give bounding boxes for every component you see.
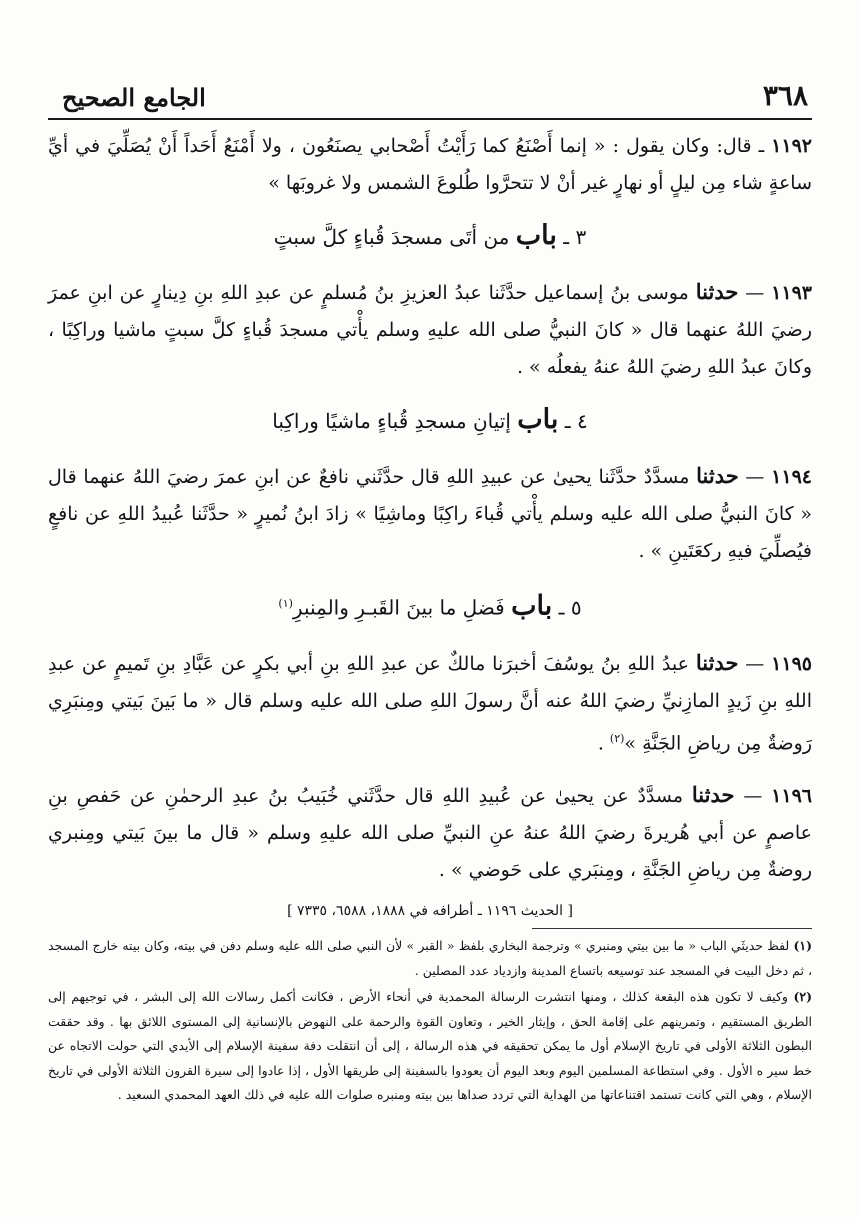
chapter-number: ٣ ـ	[563, 225, 587, 249]
page-number: ٣٦٨	[762, 79, 808, 112]
narration-tag: حدثنا	[691, 781, 735, 807]
footnote-text: وكيف لا تكون هذه البقعة كذلك ، ومنها انتشرت الرسالة المحمدية في أنحاء الأرض ، فكانت أكمل رسالات الله إلى البشر ، في توجيهم إلى الطريق المستقيم ، وتمرينهم على إقامة الحق ، وإيثار الخير ، وتعاون القوة والرحمة على النهوض بالإنسانية إلى المستوى اللائق بها . وقد حققت البطون الثلاثة الأولى في تاريخ الإسلام أول ما يمكن تحقيقه في هذه الرسالة ، إلى أن انتقلت دفة سفينة الإسلام إلى الأيدي التي حولت الاتجاه عن خط سير ه الأول . وفي استطاعة المسلمين اليوم وبعد اليوم أن يعودوا بالسفينة إلى طريقها الأول ، إذا عادوا إلى سيرة القرون الثلاثة الأولى في تاريخ الإسلام ، وهي التي كانت تستمد اقتناعاتها من الهداية التي تردد صداها بين بيته ومنبره صلوات الله عليه في ذلك العهد المحمدي السعيد .	[48, 989, 812, 1102]
chapter-title: فَضلِ ما بينَ القَبـرِ والمِنبرِ	[292, 595, 505, 620]
hadith-text: عبدُ اللهِ بنُ يوسُفَ أخبرَنا مالكٌ عن عبدِ اللهِ بنِ أبي بكرٍ عن عَبَّادِ بنِ تَميمٍ عن عبدِ اللهِ بنِ زَيدٍ المازِنيِّ رضيَ اللهُ عنه أنَّ رسولَ اللهِ صلى الله عليه وسلم قال « ما بَينَ بَيتي ومِنبَرِي رَوضةٌ مِن رياضِ الجَنَّةِ »	[48, 652, 812, 754]
hadith-number: ١١٩٣	[771, 282, 812, 304]
hadith-number: ١١٩٤	[771, 466, 812, 488]
chapter-heading-3	[48, 216, 812, 257]
chapter-number: ٥ ـ	[558, 595, 582, 620]
hadith-text: مسدَّدٌ عن يحيىٰ عن عُبيدِ اللهِ قال حدَّثَني خُبَيبُ بنُ عبدِ الرحمٰنِ عن حَفصِ بنِ عاصمٍ عن أبي هُريرةَ رضيَ اللهُ عنهُ عنِ النبيِّ صلى الله عليهِ وسلم « قال ما بينَ بَيتي ومِنبري روضةٌ مِن رياضِ الجَنَّةِ ، ومِنبَري على حَوضي » .	[48, 784, 812, 881]
chapter-bab: باب	[517, 404, 559, 435]
page-body	[48, 128, 812, 923]
hadith-end: .	[597, 731, 604, 754]
hadith-text: مسدَّدٌ حدَّثَنا يحيىٰ عن عبيدِ اللهِ قال حدَّثَني نافعٌ عن ابنِ عمرَ رضيَ اللهُ عنهما قال « كانَ النبيُّ صلى الله عليه وسلم يأْتي قُباءَ راكِبًا وماشِيًا » زادَ ابنُ نُميرٍ « حدَّثَنا عُبيدُ اللهِ عن نافعٍ فيُصلِّيَ فيهِ ركعَتَينِ » .	[48, 466, 812, 562]
footnote-ref: (٢)	[609, 731, 625, 745]
hadith-text: موسى بنُ إسماعيل حدَّثَنا عبدُ العزيزِ بنُ مُسلمٍ عن عبدِ اللهِ بنِ دِينارٍ عن ابنِ عمرَ رضيَ اللهُ عنهما قال « كانَ النبيُّ صلى الله عليهِ وسلم يأْتي مسجدَ قُباءٍ كلَّ سبتٍ ماشيا وراكِبًا ، وكانَ عبدُ اللهِ رضيَ اللهُ عنهُ يفعلُه » .	[48, 282, 812, 378]
chapter-bab: باب	[515, 220, 557, 251]
hadith-1194: ١١٩٤ — حدثنا مسدَّدٌ حدَّثَنا يحيىٰ عن عبيدِ اللهِ قال حدَّثَني نافعٌ عن ابنِ عمرَ رضيَ اللهُ عنهما قال « كانَ النبيُّ صلى الله عليه وسلم يأْتي قُباءَ راكِبًا وماشِيًا » زادَ ابنُ نُميرٍ « حدَّثَنا عُبيدُ اللهِ عن نافعٍ فيُصلِّيَ فيهِ ركعَتَينِ » .	[48, 463, 812, 562]
narration-tag: حدثنا	[696, 463, 739, 488]
chapter-bab: باب	[511, 590, 553, 622]
chapter-heading-5	[48, 584, 812, 628]
footnote-number: (١)	[793, 938, 812, 953]
hadith-text: ـ قال: وكان يقول : « إنما أَصْنَعُ كما رَأَيْتُ أَصْحابي يصنَعُون ، ولا أَمْنَعُ أَحَداً أَنْ يُصَلِّيَ في أيِّ ساعةٍ شاء مِن ليلٍ أو نهارٍ غير أنْ لا تتحرَّوا طُلوعَ الشمس ولا غروبَها »	[48, 135, 812, 194]
footnote-text: لفظ حديثَي الباب « ما بين بيتي ومنبري » وترجمة البخاري بلفظ « القبر » لأن النبي صلى الله عليه وسلم دفن في بيته، وكان بيته خارج المسجد ، ثم دخل البيت في المسجد عند توسيعه باتساع المدينة وازدياد عدد المصلين .	[48, 938, 812, 978]
footnote-number: (٢)	[793, 989, 813, 1004]
chapter-number: ٤ ـ	[564, 409, 588, 433]
chapter-heading-4	[48, 400, 812, 441]
hadith-1196: ١١٩٦ — حدثنا مسدَّدٌ عن يحيىٰ عن عُبيدِ اللهِ قال حدَّثَني خُبَيبُ بنُ عبدِ الرحمٰنِ عن حَفصِ بنِ عاصمٍ عن أبي هُريرةَ رضيَ اللهُ عنهُ عنِ النبيِّ صلى الله عليهِ وسلم « قال ما بينَ بَيتي ومِنبري روضةٌ مِن رياضِ الجَنَّةِ ، ومِنبَري على حَوضي » .	[48, 781, 812, 881]
hadith-1192	[48, 128, 812, 202]
narration-tag: حدثنا	[695, 279, 739, 304]
narration-tag: حدثنا	[695, 649, 739, 675]
page-header	[48, 76, 812, 120]
chapter-title: من أتَى مسجدَ قُباءٍ كلَّ سبتٍ	[273, 225, 510, 249]
footnote-2	[48, 985, 812, 1108]
hadith-number: ١١٩٥	[771, 652, 812, 675]
hadith-1195: ١١٩٥ — حدثنا عبدُ اللهِ بنُ يوسُفَ أخبرَنا مالكٌ عن عبدِ اللهِ بنِ أبي بكرٍ عن عَبَّادِ بنِ تَميمٍ عن عبدِ اللهِ بنِ زَيدٍ المازِنيِّ رضيَ اللهُ عنه أنَّ رسولَ اللهِ صلى الله عليه وسلم قال « ما بَينَ بَيتي ومِنبَرِي رَوضةٌ مِن رياضِ الجَنَّةِ »$^{(٢)}$ .	[48, 649, 812, 754]
hadith-1193: ١١٩٣ — حدثنا موسى بنُ إسماعيل حدَّثَنا عبدُ العزيزِ بنُ مُسلمٍ عن عبدِ اللهِ بنِ دِينارٍ عن ابنِ عمرَ رضيَ اللهُ عنهما قال « كانَ النبيُّ صلى الله عليهِ وسلم يأْتي مسجدَ قُباءٍ كلَّ سبتٍ ماشيا وراكِبًا ، وكانَ عبدُ اللهِ رضيَ اللهُ عنهُ يفعلُه » .	[48, 279, 812, 378]
running-title: الجامع الصحيح	[62, 83, 206, 112]
hadith-cross-reference: [ الحديث ١١٩٦ ـ أطرافه في ١٨٨٨، ٦٥٨٨، ٧٣٣٥ ]	[287, 902, 573, 919]
footnotes	[48, 934, 812, 1110]
footnote-ref: (١)	[278, 597, 293, 610]
chapter-title: إتيانِ مسجدِ قُباءٍ ماشيًا وراكِبا	[272, 409, 511, 433]
hadith-number: ١١٩٦	[771, 784, 812, 807]
footnote-1	[48, 934, 812, 983]
footnote-divider	[532, 928, 812, 929]
hadith-number: ١١٩٢	[771, 135, 812, 157]
